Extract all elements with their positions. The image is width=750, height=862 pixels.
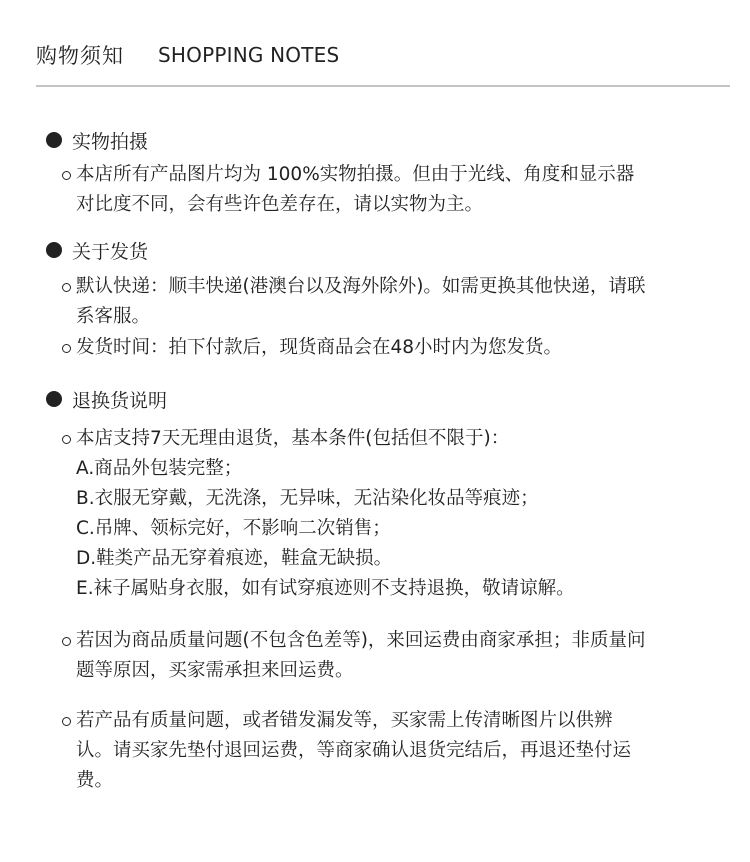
page-title-en: SHOPPING NOTES <box>158 43 340 67</box>
list-item <box>62 272 722 332</box>
bullet-circle-icon <box>62 283 71 292</box>
item-text-line: 系客服。 <box>76 306 151 327</box>
section-title: 实物拍摄 <box>72 130 149 153</box>
bullet-circle-icon <box>62 435 71 444</box>
item-text-line: 默认快递：顺丰快递(港澳台以及海外除外)。如需更换其他快递，请联 <box>76 276 646 297</box>
item-text-line: E.袜子属贴身衣服，如有试穿痕迹则不支持退换，敬请谅解。 <box>76 578 575 599</box>
section-heading <box>46 237 148 263</box>
bullet-circle-icon <box>62 171 71 180</box>
item-text-line: 费。 <box>76 770 114 791</box>
header-divider <box>36 85 730 87</box>
bullet-dot-icon <box>46 391 62 407</box>
section-photo <box>46 127 148 153</box>
list-item <box>62 333 722 363</box>
page-title-cn: 购物须知 <box>36 44 124 68</box>
item-text-line: 发货时间：拍下付款后，现货商品会在48小时内为您发货。 <box>76 337 563 358</box>
item-text-line: 对比度不同，会有些许色差存在，请以实物为主。 <box>76 194 484 215</box>
bullet-circle-icon <box>62 344 71 353</box>
item-text-line: B.衣服无穿戴，无洗涤，无异味，无沾染化妆品等痕迹； <box>76 488 539 509</box>
bullet-circle-icon <box>62 717 71 726</box>
item-text-line: C.吊牌、领标完好，不影响二次销售； <box>76 518 391 539</box>
item-text-line: 本店支持7天无理由退货，基本条件(包括但不限于)： <box>76 428 510 449</box>
section-heading <box>46 127 148 153</box>
list-item <box>62 626 722 686</box>
bullet-circle-icon <box>62 637 71 646</box>
list-item <box>62 160 722 220</box>
item-text-line: 认。请买家先垫付退回运费，等商家确认退货完结后，再退还垫付运 <box>76 740 632 761</box>
bullet-dot-icon <box>46 132 62 148</box>
section-returns <box>46 386 167 412</box>
section-title: 退换货说明 <box>72 389 168 412</box>
item-text-line: 本店所有产品图片均为 100%实物拍摄。但由于光线、角度和显示器 <box>76 164 635 185</box>
list-item <box>62 706 722 796</box>
list-item <box>62 424 722 604</box>
item-text-line: 若因为商品质量问题(不包含色差等)，来回运费由商家承担；非质量问 <box>76 630 646 651</box>
item-text-line: A.商品外包装完整； <box>76 458 243 479</box>
item-text-line: 若产品有质量问题，或者错发漏发等，买家需上传清晰图片以供辨 <box>76 710 613 731</box>
section-heading <box>46 386 167 412</box>
item-text-line: D.鞋类产品无穿着痕迹，鞋盒无缺损。 <box>76 548 393 569</box>
page-header <box>36 38 339 72</box>
item-text-line: 题等原因，买家需承担来回运费。 <box>76 660 354 681</box>
section-shipping <box>46 237 148 263</box>
bullet-dot-icon <box>46 242 62 258</box>
section-title: 关于发货 <box>72 240 149 263</box>
